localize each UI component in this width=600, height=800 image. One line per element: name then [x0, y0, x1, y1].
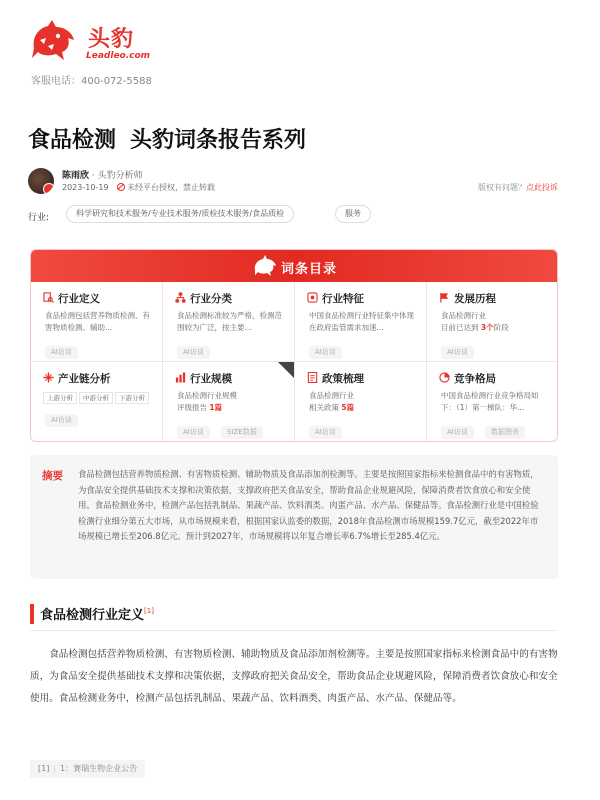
- toc-item-desc: 食品检测标准较为严格，检测范围较为广泛，按主要...: [177, 311, 282, 332]
- toc-item-definition[interactable]: 行业定义 食品检测包括营养物质检测、有害物质检测、辅助... AI访谈: [31, 282, 163, 362]
- ai-interview-chip[interactable]: AI访谈: [309, 426, 342, 439]
- toc-item-desc: 食品检测行业 目前已达到 3个阶段: [441, 311, 509, 332]
- brand-name-cn: 头豹: [88, 27, 135, 52]
- brand-name-en: Leadleo.com: [86, 51, 151, 61]
- copyright-question: 版权有问题？: [478, 183, 526, 192]
- copyright-notice: [478, 182, 558, 193]
- report-link[interactable]: 点此投诉: [526, 183, 558, 192]
- toc-item-history[interactable]: 发展历程 食品检测行业 目前已达到 3个阶段 AI访谈: [427, 282, 558, 362]
- chain-icon: [43, 372, 54, 383]
- industry-tag[interactable]: 科学研究和技术服务/专业技术服务/质检技术服务/食品质检: [66, 205, 294, 223]
- ai-interview-chip[interactable]: AI访谈: [45, 346, 78, 359]
- page-title: [28, 123, 306, 154]
- reference-mark[interactable]: [1]: [144, 607, 154, 615]
- toc-item-desc: 食品检测包括营养物质检测、有害物质检测、辅助...: [45, 311, 150, 332]
- toc-item-industry-chain[interactable]: 产业链分析 上游分析 中游分析 下游分析 AI访谈: [31, 362, 163, 442]
- toc-grid: [31, 282, 558, 442]
- toc-panel: [30, 249, 558, 442]
- size-data-chip[interactable]: SIZE数据: [221, 426, 263, 439]
- downstream-chip[interactable]: 下游分析: [115, 392, 149, 404]
- reference-chip[interactable]: [1] | 1：赛瑞生物企业公告: [30, 760, 145, 778]
- flag-icon: [439, 292, 450, 303]
- section-title: 食品检测行业定义[1]: [40, 607, 154, 623]
- ai-interview-chip[interactable]: AI访谈: [45, 414, 78, 427]
- document-icon: [307, 372, 318, 383]
- brand-logo[interactable]: [28, 18, 158, 68]
- toc-item-desc: 食品检测行业规模 评级报告 1篇: [177, 391, 237, 412]
- author-info: 陈雨欣 · 头豹分析师: [62, 171, 143, 181]
- ai-interview-chip[interactable]: AI访谈: [441, 346, 474, 359]
- toc-item-desc: 中国食品检测行业特征集中体现在政府监管需求加速...: [309, 311, 414, 332]
- pie-icon: [439, 372, 450, 383]
- leopard-logo-icon: [28, 18, 78, 64]
- author-name[interactable]: 陈雨欣: [62, 171, 90, 181]
- industry-label: 行业:: [28, 213, 50, 223]
- publish-date: 2023-10-19: [62, 183, 109, 192]
- leopard-logo-icon: [253, 255, 277, 277]
- author-meta: [62, 182, 215, 193]
- report-title: 食品检测: [28, 128, 117, 153]
- hierarchy-icon: [175, 292, 186, 303]
- bar-chart-icon: [175, 372, 186, 383]
- toc-item-classification[interactable]: 行业分类 食品检测标准较为严格，检测范围较为广泛，按主要... AI访谈: [163, 282, 295, 362]
- data-chart-chip[interactable]: 数据图表: [485, 426, 525, 439]
- toc-item-competition[interactable]: 竞争格局 中国食品检测行业竞争格局如下：（1）第一梯队：华... AI访谈 数据图表: [427, 362, 558, 442]
- ai-interview-chip[interactable]: AI访谈: [177, 426, 210, 439]
- toc-title: 词条目录: [281, 262, 338, 277]
- author-avatar[interactable]: [28, 168, 54, 194]
- ai-interview-chip[interactable]: AI访谈: [441, 426, 474, 439]
- prohibited-icon: [117, 183, 125, 191]
- midstream-chip[interactable]: 中游分析: [79, 392, 113, 404]
- industry-tag[interactable]: 服务: [335, 205, 371, 223]
- abstract-box: [30, 455, 558, 579]
- toc-item-features[interactable]: 行业特征 中国食品检测行业特征集中体现在政府监管需求加速... AI访谈: [295, 282, 427, 362]
- report-series: 头豹词条报告系列: [130, 128, 307, 153]
- toc-item-scale[interactable]: 行业规模 食品检测行业规模 评级报告 1篇 AI访谈 SIZE数据: [163, 362, 295, 442]
- hotline-text: 客服电话：400-072-5588: [31, 76, 152, 87]
- upstream-chip[interactable]: 上游分析: [43, 392, 77, 404]
- author-role: 头豹分析师: [97, 171, 143, 181]
- corner-badge: [278, 362, 294, 378]
- ai-interview-chip[interactable]: AI访谈: [177, 346, 210, 359]
- section-accent-bar: [30, 604, 34, 624]
- reference-text: 1：赛瑞生物企业公告: [60, 764, 138, 773]
- toc-item-desc: 食品检测行业 相关政策 5篇: [309, 391, 355, 412]
- toc-item-policy[interactable]: 政策梳理 食品检测行业 相关政策 5篇 AI访谈: [295, 362, 427, 442]
- toc-item-desc: 中国食品检测行业竞争格局如下：（1）第一梯队：华...: [441, 391, 539, 412]
- reference-number: [1]: [38, 764, 50, 773]
- toc-header: [31, 250, 558, 282]
- abstract-label: 摘要: [42, 470, 63, 482]
- search-doc-icon: [43, 292, 54, 303]
- section-divider: [30, 630, 558, 631]
- section-body: 食品检测包括营养物质检测、有害物质检测、辅助物质及食品添加剂检测等。主要是按照国家指标来检测食品中的有害物质，为食品安全提供基础技术支撑和决策依据，支撑政府把关食品安全，帮助食品企业规避风险，保障消费者饮食放心和安全使用。食品检测业务中，检测产品包括乳制品、果蔬产品、饮料酒类、肉蛋产品、水产品、保健品等。: [30, 649, 558, 704]
- target-icon: [307, 292, 318, 303]
- repost-notice: 未经平台授权，禁止转载: [127, 183, 216, 192]
- ai-interview-chip[interactable]: AI访谈: [309, 346, 342, 359]
- abstract-text: 食品检测包括营养物质检测、有害物质检测、辅助物质及食品添加剂检测等。主要是按照国家指标来检测食品中的有害物质，为食品安全提供基础技术支撑和决策依据，支撑政府把关食品安全，帮助食品企业规避风险，保障消费者饮食放心和安全使用。食品检测业务中，检测产品包括乳制品、果蔬产品、饮料酒类、肉蛋产品、水产品、保健品等。食品检测行业是中国检验检测行业细分第五大市场，从市场规模来看，根据国家认监委的数据，2018年食品检测市场规模159.7亿元，截至2022年市场规模已增长至206.8亿元。预计到2027年，市场规模将以年复合增长率6.7%增长至285.4亿元。: [78, 469, 539, 541]
